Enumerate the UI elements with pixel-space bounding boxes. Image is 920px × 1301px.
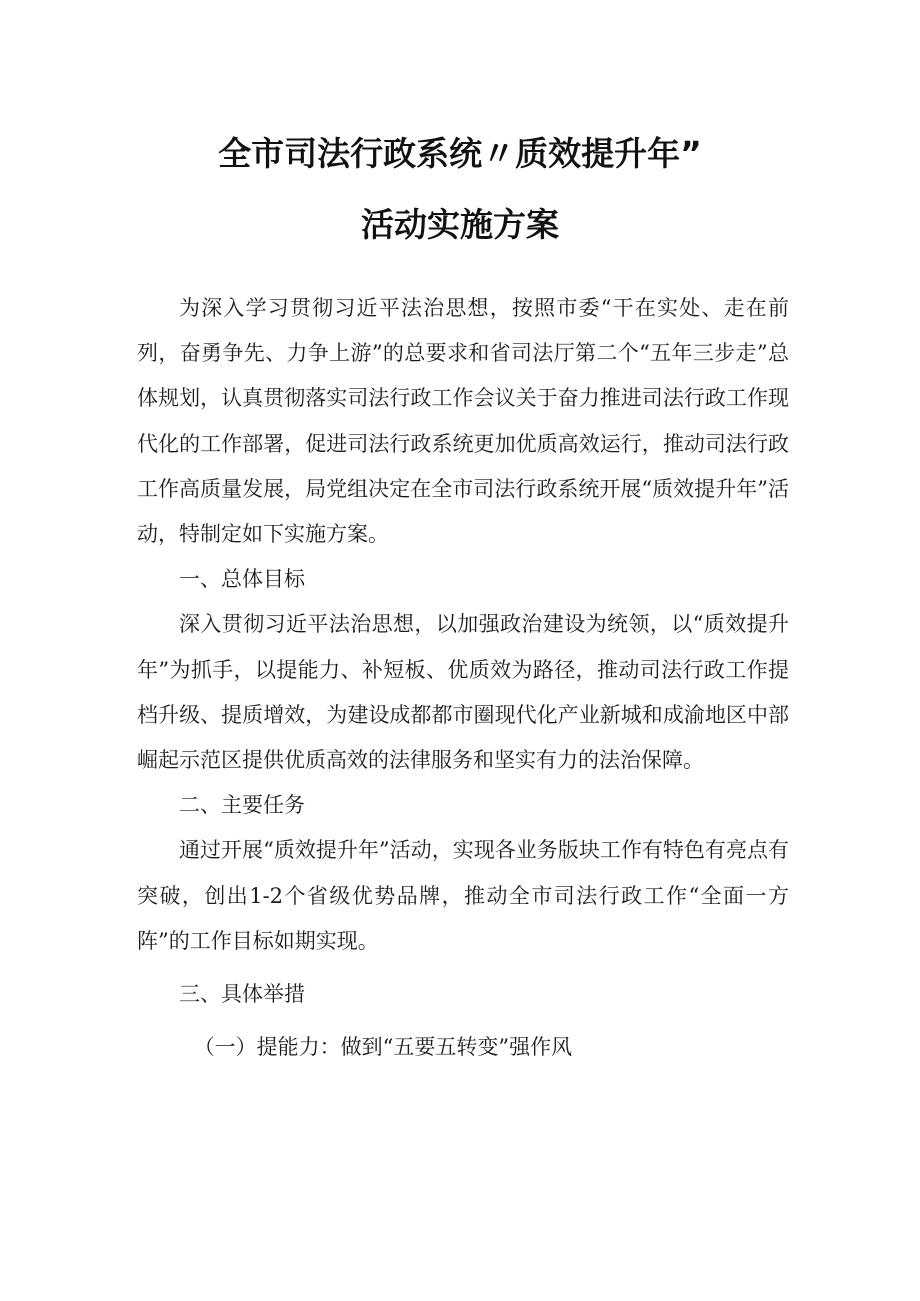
section1-paragraph: 深入贯彻习近平法治思想，以加强政治建设为统领，以“质效提升年”为抓手，以提能力、补短板、优质效为路径，推动司法行政工作提档升级、提质增效，为建设成都都市圈现代化产业新城和成渝地区中部崛起示范区提供优质高效的法律服务和坚实有力的法治保障。: [137, 612, 789, 773]
document-title-line2: 活动实施方案: [361, 205, 559, 244]
section1-heading: 一、总体目标: [179, 567, 305, 592]
section2-heading: 二、主要任务: [179, 793, 305, 818]
document-body: [137, 286, 789, 1070]
section3-heading: 三、具体举措: [179, 982, 305, 1007]
intro-paragraph: 为深入学习贯彻习近平法治思想，按照市委“干在实处、走在前列，奋勇争先、力争上游”的总要求和省司法厅第二个“五年三步走”总体规划，认真贯彻落实司法行政工作会议关于奋力推进司法行政工作现代化的工作部署，促进司法行政系统更加优质高效运行，推动司法行政工作高质量发展，局党组决定在全市司法行政系统开展“质效提升年”活动，特制定如下实施方案。: [137, 296, 789, 547]
section3-subheading-1: （一）提能力：做到“五要五转变”强作风: [193, 1035, 573, 1060]
section2-paragraph: 通过开展“质效提升年”活动，实现各业务版块工作有特色有亮点有突破，创出1-2个省级优势品牌，推动全市司法行政工作“全面一方阵”的工作目标如期实现。: [137, 838, 789, 953]
document-title-line1: 全市司法行政系统〃质效提升年”: [218, 134, 702, 173]
